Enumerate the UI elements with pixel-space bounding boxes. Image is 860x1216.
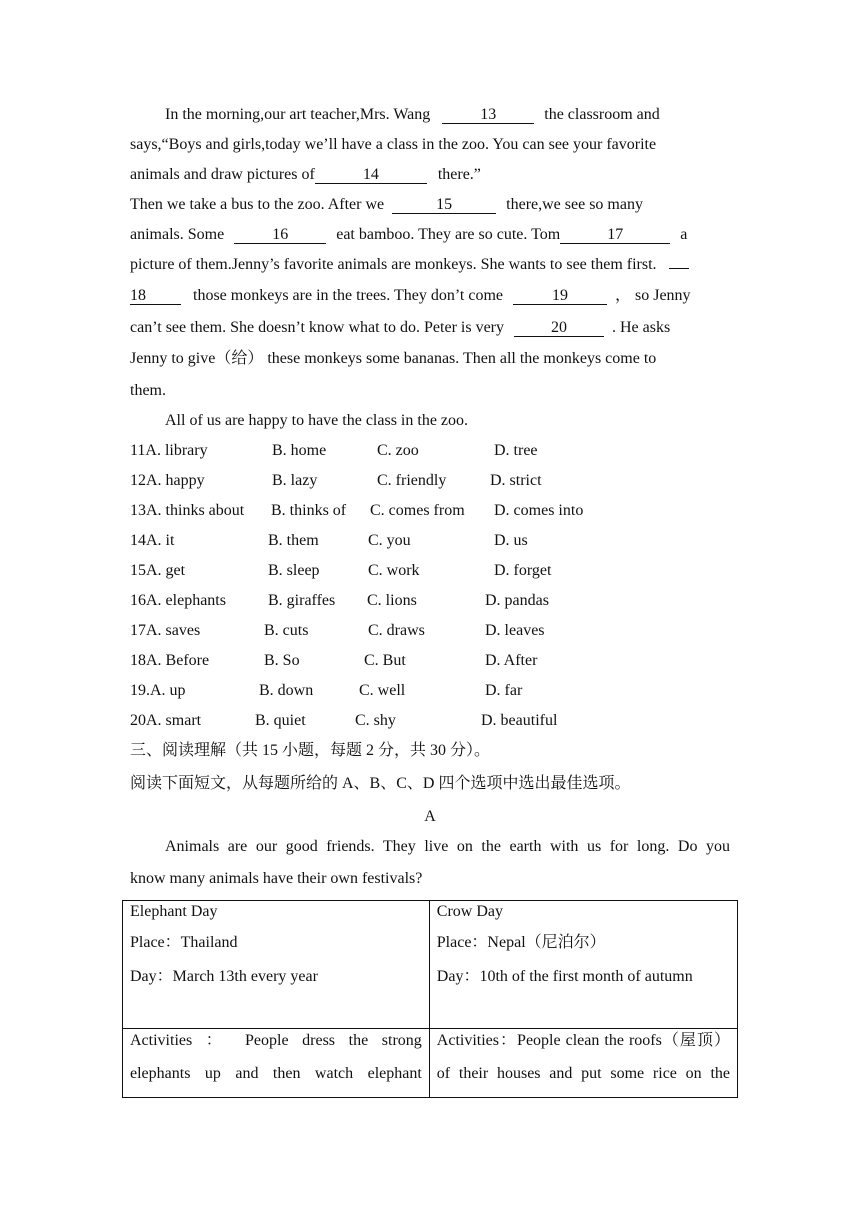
passage-line-4: Then we take a bus to the zoo. After we 15 there,we see so many bbox=[130, 196, 643, 213]
option-c: C. comes from bbox=[370, 502, 465, 519]
activities-line-2: of their houses and put some rice on the bbox=[436, 1065, 730, 1082]
option-d: D. pandas bbox=[485, 592, 549, 609]
passage-line-2: says,“Boys and girls,today we’ll have a class in the zoo. You can see your favorite bbox=[130, 136, 657, 153]
option-a: 14A. it bbox=[130, 532, 175, 549]
festival-day: Day：10th of the first month of autumn bbox=[436, 968, 693, 985]
blank-13: 13 bbox=[442, 106, 534, 124]
option-a: 11A. library bbox=[130, 442, 208, 459]
passage-line-11: All of us are happy to have the class in the zoo. bbox=[165, 412, 469, 429]
option-a: 16A. elephants bbox=[130, 592, 226, 609]
table-cell-elephant-activities bbox=[123, 1029, 430, 1098]
option-d: D. comes into bbox=[494, 502, 584, 519]
option-d: D. leaves bbox=[485, 622, 545, 639]
blank-18-start bbox=[669, 268, 689, 269]
table-cell-elephant-day bbox=[123, 901, 430, 1029]
passage-line-8: can’t see them. She doesn’t know what to do. Peter is very 20 . He asks bbox=[130, 319, 671, 336]
option-a: 13A. thinks about bbox=[130, 502, 245, 519]
option-a: 12A. happy bbox=[130, 472, 205, 489]
option-b: B. down bbox=[259, 682, 314, 699]
option-c: C. But bbox=[364, 652, 406, 669]
option-a: 17A. saves bbox=[130, 622, 201, 639]
activities-line-1: Activities ： People dress the strong bbox=[130, 1032, 422, 1049]
option-d: D. strict bbox=[490, 472, 542, 489]
option-d: D. After bbox=[485, 652, 538, 669]
blank-14: 14 bbox=[315, 166, 427, 184]
option-c: C. shy bbox=[355, 712, 396, 729]
option-c: C. well bbox=[359, 682, 406, 699]
option-d: D. forget bbox=[494, 562, 552, 579]
festival-table bbox=[122, 900, 738, 1098]
section-heading: 三、阅读理解（共 15 小题，每题 2 分，共 30 分）。 bbox=[130, 742, 491, 759]
part-label: A bbox=[424, 808, 436, 825]
passage-line-10: them. bbox=[130, 382, 166, 399]
option-b: B. home bbox=[272, 442, 327, 459]
option-b: B. them bbox=[268, 532, 319, 549]
option-c: C. work bbox=[368, 562, 420, 579]
passage-line-5: animals. Some 16 eat bamboo. They are so cute. Tom 17 a bbox=[130, 226, 688, 243]
option-c: C. draws bbox=[368, 622, 425, 639]
option-b: B. thinks of bbox=[271, 502, 347, 519]
option-b: B. giraffes bbox=[268, 592, 336, 609]
option-a: 18A. Before bbox=[130, 652, 210, 669]
option-c: C. lions bbox=[367, 592, 417, 609]
blank-17: 17 bbox=[560, 226, 670, 244]
passage-line-3: animals and draw pictures of 14 there.” bbox=[130, 166, 481, 183]
option-a: 15A. get bbox=[130, 562, 186, 579]
option-d: D. far bbox=[485, 682, 523, 699]
option-b: B. sleep bbox=[268, 562, 320, 579]
activities-line-1: Activities：People clean the roofs（屋顶） bbox=[436, 1032, 730, 1049]
table-cell-crow-day bbox=[429, 901, 737, 1029]
passage-line-7: 18 those monkeys are in the trees. They don’t come 19 ， so Jenny bbox=[130, 287, 691, 304]
blank-20: 20 bbox=[514, 319, 604, 337]
passage-line-1: In the morning,our art teacher,Mrs. Wang 13 the classroom and bbox=[165, 106, 660, 123]
table-row bbox=[123, 1029, 738, 1098]
option-a: 19.A. up bbox=[130, 682, 186, 699]
blank-16: 16 bbox=[234, 226, 326, 244]
activities-line-2: elephants up and then watch elephant bbox=[130, 1065, 422, 1082]
option-b: B. lazy bbox=[272, 472, 318, 489]
festival-name: Elephant Day bbox=[130, 903, 218, 920]
table-row bbox=[123, 901, 738, 1029]
option-b: B. cuts bbox=[264, 622, 309, 639]
table-cell-crow-activities bbox=[429, 1029, 737, 1098]
festival-name: Crow Day bbox=[436, 903, 503, 920]
option-b: B. quiet bbox=[255, 712, 306, 729]
blank-19: 19 bbox=[513, 287, 607, 305]
option-b: B. So bbox=[264, 652, 300, 669]
blank-15: 15 bbox=[392, 196, 496, 214]
section-instruction: 阅读下面短文，从每题所给的 A、B、C、D 四个选项中选出最佳选项。 bbox=[130, 775, 631, 792]
passage-line-6: picture of them.Jenny’s favorite animals are monkeys. She wants to see them first. bbox=[130, 255, 730, 275]
blank-18: 18 bbox=[130, 287, 181, 305]
option-a: 20A. smart bbox=[130, 712, 202, 729]
option-d: D. tree bbox=[494, 442, 538, 459]
festival-day: Day：March 13th every year bbox=[130, 968, 318, 985]
option-c: C. friendly bbox=[377, 472, 447, 489]
passage-line-9: Jenny to give（给） these monkeys some bananas. Then all the monkeys come to bbox=[130, 350, 657, 367]
intro-line-2: know many animals have their own festivals? bbox=[130, 870, 423, 887]
festival-place: Place：Nepal（尼泊尔） bbox=[436, 934, 606, 951]
option-c: C. zoo bbox=[377, 442, 419, 459]
festival-place: Place：Thailand bbox=[130, 934, 238, 951]
intro-line-1: Animals are our good friends. They live on the earth with us for long. Do you bbox=[165, 838, 730, 855]
option-c: C. you bbox=[368, 532, 411, 549]
option-d: D. beautiful bbox=[481, 712, 558, 729]
option-d: D. us bbox=[494, 532, 528, 549]
